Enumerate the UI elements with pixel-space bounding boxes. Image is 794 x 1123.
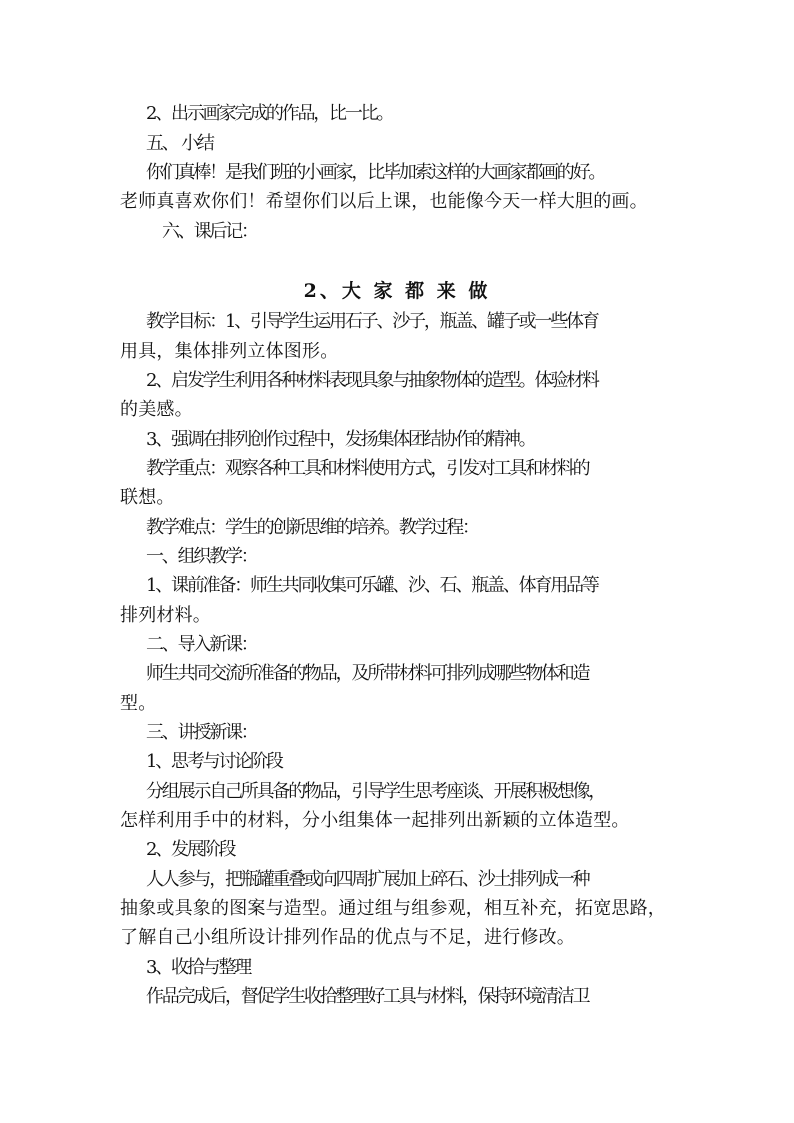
text-line: 抽象或具象的图案与造型。通过组与组参观，相互补充，拓宽思路，: [120, 898, 666, 919]
text-line: 教学目标：1、引导学生运用石子、沙子，瓶盖、罐子或一些体育: [146, 311, 598, 332]
text-line: 作品完成后，督促学生收拾整理好工具与材料，保持环境清洁卫: [146, 986, 589, 1007]
text-line: 师生共同交流所准备的物品，及所带材料可排列成哪些物体和造: [146, 663, 589, 684]
text-line: 教学重点：观察各种工具和材料使用方式，引发对工具和材料的: [146, 458, 589, 479]
text-line: 3、强调在排列创作过程中，发扬集体团结协作的精神。: [146, 429, 535, 450]
lesson-title: 2、大 家 都 来 做: [303, 280, 491, 302]
subsection-heading: 3、收拾与整理: [146, 957, 251, 978]
text-line: 怎样利用手中的材料，分小组集体一起排列出新颖的立体造型。: [120, 810, 630, 831]
text-line: 联想。: [120, 487, 175, 508]
text-line: 1、课前准备：师生共同收集可乐罐、沙、石、瓶盖、体育用品等: [146, 575, 598, 596]
text-line: 排列材料。: [120, 605, 211, 626]
subsection-heading: 2、发展阶段: [146, 839, 235, 860]
text-line: 2、出示画家完成的作品，比一比。: [146, 103, 393, 124]
text-line: 2、启发学生利用各种材料表现具象与抽象物体的造型。体验材料: [146, 370, 598, 391]
text-line: 的美感。: [120, 399, 193, 420]
section-heading: 一、组织教学：: [146, 546, 257, 567]
text-line: 你们真棒！是我们班的小画家，比毕加索这样的大画家都画的好。: [146, 162, 605, 183]
text-line: 分组展示自己所具备的物品，引导学生思考座谈、开展积极想像，: [146, 781, 605, 802]
section-heading: 三、讲授新课：: [146, 722, 257, 743]
text-line: 用具，集体排列立体图形。: [120, 341, 339, 362]
section-heading: 二、导入新课：: [146, 634, 257, 655]
text-line: 人人参与，把瓶罐重叠或向四周扩展加上碎石、沙土排列成一种: [146, 869, 589, 890]
text-line: 老师真喜欢你们！希望你们以后上课，也能像今天一样大胆的画。: [120, 191, 648, 212]
section-heading: 六、课后记：: [162, 221, 257, 242]
subsection-heading: 1、思考与讨论阶段: [146, 751, 282, 772]
section-heading: 五、 小结: [146, 133, 213, 154]
text-line: 教学难点：学生的创新思维的培养。教学过程：: [146, 517, 478, 538]
text-line: 型。: [120, 693, 157, 714]
text-line: 了解自己小组所设计排列作品的优点与不足，进行修改。: [120, 927, 575, 948]
